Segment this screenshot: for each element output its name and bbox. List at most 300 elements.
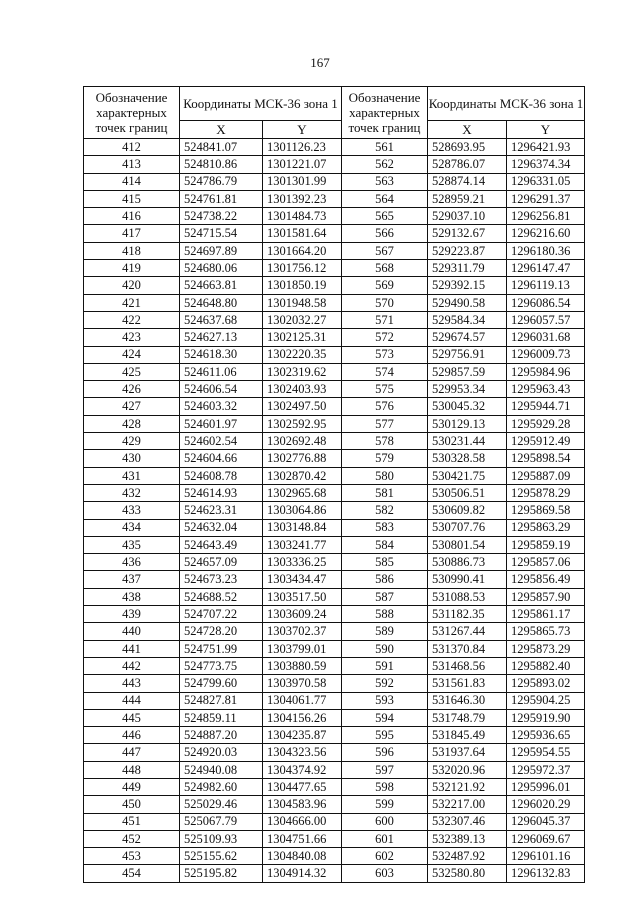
point-id-right: 600 <box>342 813 428 830</box>
table-row <box>84 830 585 847</box>
x-left: 524657.09 <box>180 554 263 571</box>
table-row <box>84 173 585 190</box>
point-id-left: 439 <box>84 606 180 623</box>
table-row <box>84 208 585 225</box>
y-right: 1295929.28 <box>507 415 585 432</box>
point-id-left: 451 <box>84 813 180 830</box>
x-right: 531182.35 <box>428 606 507 623</box>
y-left: 1303880.59 <box>263 657 342 674</box>
header-y-left: Y <box>263 121 342 139</box>
x-left: 524637.68 <box>180 311 263 328</box>
table-row <box>84 225 585 242</box>
y-left: 1304840.08 <box>263 848 342 865</box>
point-id-right: 563 <box>342 173 428 190</box>
y-right: 1295878.29 <box>507 484 585 501</box>
y-left: 1301850.19 <box>263 277 342 294</box>
table-row <box>84 727 585 744</box>
y-right: 1295954.55 <box>507 744 585 761</box>
point-id-left: 422 <box>84 311 180 328</box>
x-right: 532487.92 <box>428 848 507 865</box>
y-right: 1295893.02 <box>507 675 585 692</box>
y-left: 1302965.68 <box>263 484 342 501</box>
y-left: 1301221.07 <box>263 156 342 173</box>
point-id-left: 454 <box>84 865 180 882</box>
y-right: 1296119.13 <box>507 277 585 294</box>
x-right: 532121.92 <box>428 778 507 795</box>
x-right: 530129.13 <box>428 415 507 432</box>
table-row <box>84 848 585 865</box>
point-id-right: 589 <box>342 623 428 640</box>
point-id-left: 434 <box>84 519 180 536</box>
y-left: 1302220.35 <box>263 346 342 363</box>
point-id-left: 435 <box>84 536 180 553</box>
y-right: 1295869.58 <box>507 502 585 519</box>
table-row <box>84 415 585 432</box>
y-left: 1301484.73 <box>263 208 342 225</box>
y-left: 1301392.23 <box>263 190 342 207</box>
point-id-right: 603 <box>342 865 428 882</box>
x-right: 531937.64 <box>428 744 507 761</box>
x-left: 524707.22 <box>180 606 263 623</box>
x-left: 524738.22 <box>180 208 263 225</box>
x-right: 531748.79 <box>428 709 507 726</box>
point-id-right: 565 <box>342 208 428 225</box>
x-left: 524627.13 <box>180 329 263 346</box>
x-right: 531370.84 <box>428 640 507 657</box>
point-id-right: 588 <box>342 606 428 623</box>
header-x-left: X <box>180 121 263 139</box>
point-id-right: 597 <box>342 761 428 778</box>
y-right: 1295873.29 <box>507 640 585 657</box>
y-left: 1303702.37 <box>263 623 342 640</box>
point-id-left: 431 <box>84 467 180 484</box>
header-coord-system-left: Координаты МСК-36 зона 1 <box>180 87 342 121</box>
point-id-right: 573 <box>342 346 428 363</box>
x-left: 524643.49 <box>180 536 263 553</box>
table-row <box>84 571 585 588</box>
x-right: 530886.73 <box>428 554 507 571</box>
x-right: 529857.59 <box>428 363 507 380</box>
point-id-right: 581 <box>342 484 428 501</box>
y-left: 1301948.58 <box>263 294 342 311</box>
point-id-right: 567 <box>342 242 428 259</box>
point-id-right: 579 <box>342 450 428 467</box>
table-row <box>84 778 585 795</box>
y-left: 1303336.25 <box>263 554 342 571</box>
y-right: 1295859.19 <box>507 536 585 553</box>
table-row <box>84 709 585 726</box>
point-id-left: 448 <box>84 761 180 778</box>
y-right: 1296069.67 <box>507 830 585 847</box>
x-left: 525029.46 <box>180 796 263 813</box>
point-id-right: 582 <box>342 502 428 519</box>
point-id-left: 433 <box>84 502 180 519</box>
x-right: 530990.41 <box>428 571 507 588</box>
table-row <box>84 156 585 173</box>
x-left: 524601.97 <box>180 415 263 432</box>
x-left: 524673.23 <box>180 571 263 588</box>
x-left: 525195.82 <box>180 865 263 882</box>
point-id-right: 592 <box>342 675 428 692</box>
x-left: 524606.54 <box>180 381 263 398</box>
point-id-left: 437 <box>84 571 180 588</box>
x-left: 524614.93 <box>180 484 263 501</box>
point-id-right: 562 <box>342 156 428 173</box>
y-left: 1302319.62 <box>263 363 342 380</box>
y-left: 1303241.77 <box>263 536 342 553</box>
x-right: 528786.07 <box>428 156 507 173</box>
point-id-left: 436 <box>84 554 180 571</box>
point-id-left: 442 <box>84 657 180 674</box>
y-right: 1295963.43 <box>507 381 585 398</box>
point-id-right: 578 <box>342 433 428 450</box>
x-right: 532020.96 <box>428 761 507 778</box>
x-left: 524827.81 <box>180 692 263 709</box>
table-row <box>84 606 585 623</box>
y-right: 1296031.68 <box>507 329 585 346</box>
y-left: 1304751.66 <box>263 830 342 847</box>
x-left: 524602.54 <box>180 433 263 450</box>
x-right: 531646.30 <box>428 692 507 709</box>
table-row <box>84 277 585 294</box>
x-right: 531845.49 <box>428 727 507 744</box>
x-left: 524920.03 <box>180 744 263 761</box>
y-right: 1296291.37 <box>507 190 585 207</box>
y-left: 1303064.86 <box>263 502 342 519</box>
x-right: 529223.87 <box>428 242 507 259</box>
point-id-left: 413 <box>84 156 180 173</box>
y-right: 1295857.06 <box>507 554 585 571</box>
table-row <box>84 190 585 207</box>
y-right: 1295944.71 <box>507 398 585 415</box>
y-right: 1295861.17 <box>507 606 585 623</box>
y-right: 1296180.36 <box>507 242 585 259</box>
x-left: 524799.60 <box>180 675 263 692</box>
table-row <box>84 311 585 328</box>
x-right: 532389.13 <box>428 830 507 847</box>
x-left: 524859.11 <box>180 709 263 726</box>
y-left: 1304061.77 <box>263 692 342 709</box>
y-left: 1302403.93 <box>263 381 342 398</box>
y-left: 1303609.24 <box>263 606 342 623</box>
point-id-right: 587 <box>342 588 428 605</box>
y-left: 1301301.99 <box>263 173 342 190</box>
header-x-right: X <box>428 121 507 139</box>
point-id-right: 583 <box>342 519 428 536</box>
x-right: 530801.54 <box>428 536 507 553</box>
point-id-left: 446 <box>84 727 180 744</box>
point-id-left: 443 <box>84 675 180 692</box>
x-right: 529132.67 <box>428 225 507 242</box>
y-right: 1295904.25 <box>507 692 585 709</box>
y-right: 1296374.34 <box>507 156 585 173</box>
y-right: 1295857.90 <box>507 588 585 605</box>
x-left: 524715.54 <box>180 225 263 242</box>
y-right: 1296057.57 <box>507 311 585 328</box>
y-left: 1304156.26 <box>263 709 342 726</box>
table-row <box>84 502 585 519</box>
x-left: 524982.60 <box>180 778 263 795</box>
point-id-right: 561 <box>342 139 428 156</box>
table-row <box>84 398 585 415</box>
table-row <box>84 640 585 657</box>
point-id-left: 429 <box>84 433 180 450</box>
point-id-right: 598 <box>342 778 428 795</box>
table-row <box>84 761 585 778</box>
y-right: 1295996.01 <box>507 778 585 795</box>
table-row <box>84 260 585 277</box>
table-row <box>84 242 585 259</box>
point-id-left: 452 <box>84 830 180 847</box>
x-left: 524632.04 <box>180 519 263 536</box>
y-left: 1302592.95 <box>263 415 342 432</box>
point-id-right: 596 <box>342 744 428 761</box>
y-right: 1295936.65 <box>507 727 585 744</box>
point-id-left: 412 <box>84 139 180 156</box>
table-row <box>84 796 585 813</box>
x-left: 524608.78 <box>180 467 263 484</box>
y-right: 1296421.93 <box>507 139 585 156</box>
x-left: 525067.79 <box>180 813 263 830</box>
point-id-right: 576 <box>342 398 428 415</box>
x-right: 529037.10 <box>428 208 507 225</box>
x-right: 531267.44 <box>428 623 507 640</box>
y-left: 1304583.96 <box>263 796 342 813</box>
point-id-left: 415 <box>84 190 180 207</box>
table-row <box>84 450 585 467</box>
x-left: 524761.81 <box>180 190 263 207</box>
x-right: 529584.34 <box>428 311 507 328</box>
table-row <box>84 484 585 501</box>
point-id-left: 420 <box>84 277 180 294</box>
y-left: 1302032.27 <box>263 311 342 328</box>
y-left: 1304914.32 <box>263 865 342 882</box>
y-right: 1295898.54 <box>507 450 585 467</box>
x-left: 525109.93 <box>180 830 263 847</box>
y-left: 1302776.88 <box>263 450 342 467</box>
point-id-left: 427 <box>84 398 180 415</box>
header-designation-right: Обозначение характерных точек границ <box>342 87 428 139</box>
point-id-left: 419 <box>84 260 180 277</box>
x-right: 530421.75 <box>428 467 507 484</box>
x-right: 530231.44 <box>428 433 507 450</box>
point-id-right: 595 <box>342 727 428 744</box>
x-left: 524773.75 <box>180 657 263 674</box>
point-id-left: 445 <box>84 709 180 726</box>
x-right: 532217.00 <box>428 796 507 813</box>
table-row <box>84 329 585 346</box>
x-left: 524663.81 <box>180 277 263 294</box>
table-row <box>84 139 585 156</box>
point-id-right: 570 <box>342 294 428 311</box>
y-right: 1296101.16 <box>507 848 585 865</box>
x-right: 532307.46 <box>428 813 507 830</box>
y-left: 1304235.87 <box>263 727 342 744</box>
x-right: 529756.91 <box>428 346 507 363</box>
x-left: 524940.08 <box>180 761 263 778</box>
y-left: 1303148.84 <box>263 519 342 536</box>
point-id-left: 450 <box>84 796 180 813</box>
x-right: 529674.57 <box>428 329 507 346</box>
point-id-right: 586 <box>342 571 428 588</box>
y-left: 1302125.31 <box>263 329 342 346</box>
point-id-right: 591 <box>342 657 428 674</box>
point-id-left: 416 <box>84 208 180 225</box>
x-left: 524611.06 <box>180 363 263 380</box>
point-id-left: 444 <box>84 692 180 709</box>
x-right: 529490.58 <box>428 294 507 311</box>
y-left: 1304323.56 <box>263 744 342 761</box>
point-id-right: 590 <box>342 640 428 657</box>
x-left: 524623.31 <box>180 502 263 519</box>
y-right: 1295865.73 <box>507 623 585 640</box>
x-left: 524648.80 <box>180 294 263 311</box>
y-right: 1296256.81 <box>507 208 585 225</box>
y-left: 1304666.00 <box>263 813 342 830</box>
table-row <box>84 675 585 692</box>
table-row <box>84 346 585 363</box>
y-left: 1302692.48 <box>263 433 342 450</box>
point-id-left: 425 <box>84 363 180 380</box>
x-right: 530045.32 <box>428 398 507 415</box>
point-id-right: 568 <box>342 260 428 277</box>
x-left: 524618.30 <box>180 346 263 363</box>
y-right: 1295887.09 <box>507 467 585 484</box>
y-left: 1303799.01 <box>263 640 342 657</box>
y-right: 1295984.96 <box>507 363 585 380</box>
table-row <box>84 554 585 571</box>
point-id-right: 575 <box>342 381 428 398</box>
header-y-right: Y <box>507 121 585 139</box>
y-right: 1295863.29 <box>507 519 585 536</box>
table-row <box>84 692 585 709</box>
x-left: 524841.07 <box>180 139 263 156</box>
x-right: 531088.53 <box>428 588 507 605</box>
y-left: 1301664.20 <box>263 242 342 259</box>
header-coord-system-right: Координаты МСК-36 зона 1 <box>428 87 585 121</box>
x-right: 530506.51 <box>428 484 507 501</box>
point-id-left: 430 <box>84 450 180 467</box>
x-right: 530707.76 <box>428 519 507 536</box>
x-left: 524786.79 <box>180 173 263 190</box>
point-id-left: 441 <box>84 640 180 657</box>
y-right: 1296086.54 <box>507 294 585 311</box>
point-id-right: 580 <box>342 467 428 484</box>
point-id-left: 414 <box>84 173 180 190</box>
y-right: 1295856.49 <box>507 571 585 588</box>
table-row <box>84 381 585 398</box>
y-right: 1295912.49 <box>507 433 585 450</box>
point-id-left: 438 <box>84 588 180 605</box>
point-id-left: 447 <box>84 744 180 761</box>
table-row <box>84 519 585 536</box>
x-right: 531468.56 <box>428 657 507 674</box>
x-left: 524604.66 <box>180 450 263 467</box>
point-id-left: 423 <box>84 329 180 346</box>
x-right: 529311.79 <box>428 260 507 277</box>
table-row <box>84 813 585 830</box>
x-left: 525155.62 <box>180 848 263 865</box>
y-left: 1301581.64 <box>263 225 342 242</box>
point-id-right: 571 <box>342 311 428 328</box>
point-id-right: 569 <box>342 277 428 294</box>
point-id-right: 577 <box>342 415 428 432</box>
point-id-right: 601 <box>342 830 428 847</box>
y-right: 1296132.83 <box>507 865 585 882</box>
point-id-left: 432 <box>84 484 180 501</box>
point-id-left: 417 <box>84 225 180 242</box>
x-right: 530328.58 <box>428 450 507 467</box>
point-id-left: 428 <box>84 415 180 432</box>
point-id-right: 572 <box>342 329 428 346</box>
point-id-left: 418 <box>84 242 180 259</box>
y-left: 1304374.92 <box>263 761 342 778</box>
point-id-left: 421 <box>84 294 180 311</box>
x-left: 524810.86 <box>180 156 263 173</box>
table-row <box>84 623 585 640</box>
y-right: 1296331.05 <box>507 173 585 190</box>
y-right: 1295919.90 <box>507 709 585 726</box>
table-row <box>84 536 585 553</box>
x-right: 529953.34 <box>428 381 507 398</box>
table-row <box>84 294 585 311</box>
point-id-right: 585 <box>342 554 428 571</box>
y-right: 1296147.47 <box>507 260 585 277</box>
point-id-right: 599 <box>342 796 428 813</box>
x-right: 528874.14 <box>428 173 507 190</box>
table-row <box>84 865 585 882</box>
x-left: 524887.20 <box>180 727 263 744</box>
x-left: 524728.20 <box>180 623 263 640</box>
point-id-right: 593 <box>342 692 428 709</box>
x-left: 524688.52 <box>180 588 263 605</box>
point-id-right: 564 <box>342 190 428 207</box>
x-left: 524751.99 <box>180 640 263 657</box>
table-row <box>84 363 585 380</box>
x-left: 524680.06 <box>180 260 263 277</box>
point-id-right: 574 <box>342 363 428 380</box>
coordinates-table <box>83 86 585 883</box>
x-right: 528959.21 <box>428 190 507 207</box>
point-id-right: 584 <box>342 536 428 553</box>
y-left: 1304477.65 <box>263 778 342 795</box>
y-right: 1295972.37 <box>507 761 585 778</box>
point-id-left: 449 <box>84 778 180 795</box>
table-row <box>84 657 585 674</box>
point-id-right: 594 <box>342 709 428 726</box>
x-right: 532580.80 <box>428 865 507 882</box>
y-left: 1301756.12 <box>263 260 342 277</box>
x-right: 530609.82 <box>428 502 507 519</box>
point-id-right: 566 <box>342 225 428 242</box>
y-left: 1302497.50 <box>263 398 342 415</box>
y-right: 1296020.29 <box>507 796 585 813</box>
point-id-right: 602 <box>342 848 428 865</box>
y-right: 1296045.37 <box>507 813 585 830</box>
y-right: 1296216.60 <box>507 225 585 242</box>
y-left: 1301126.23 <box>263 139 342 156</box>
point-id-left: 440 <box>84 623 180 640</box>
table-row <box>84 744 585 761</box>
x-right: 531561.83 <box>428 675 507 692</box>
y-left: 1303970.58 <box>263 675 342 692</box>
y-left: 1303517.50 <box>263 588 342 605</box>
x-right: 528693.95 <box>428 139 507 156</box>
table-row <box>84 433 585 450</box>
x-left: 524603.32 <box>180 398 263 415</box>
page-number: 167 <box>310 55 330 70</box>
header-designation-left: Обозначение характерных точек границ <box>84 87 180 139</box>
